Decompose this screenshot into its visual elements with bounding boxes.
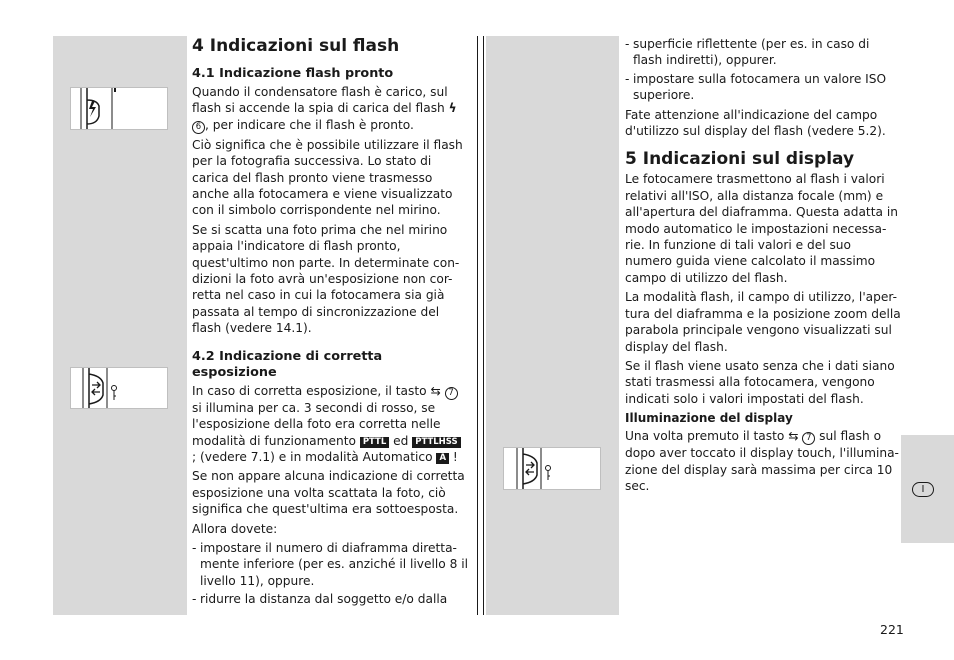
toggle-arrows-icon: ⇆ [430,383,441,398]
section-4-1-title: 4.1 Indicazione flash pronto [192,66,394,81]
section-4-2-paragraph-3: Allora dovete: [192,521,278,536]
text-span: Una volta premuto il tasto [625,429,785,444]
text-span: ! [452,449,458,464]
text-span: In caso di corretta esposizione, il tasto [192,383,427,398]
continued-list [625,36,901,104]
flash-bolt-icon: ϟ [448,101,457,116]
section-4-1-paragraph-2: Ciò significa che è possibile utilizzare il flash per la fotografia successiva. Lo stato di carica del flash pronto viene trasmesso anche alla fotocamera e viene visualizzato con il simbolo corrispondente nel mirino. [192,137,463,218]
exposure-ok-illustration [70,367,168,409]
section-5-paragraph-1: Le fotocamere trasmettono al flash i valori relativi all'ISO, alla distanza focale (mm) e all'apertura del diaframma. Questa adatta in modo automatico le impostazioni necessa-rie. In funzione di tali valori e del suo numero guida viene calcolato il massimo campo di utilizzo del flash. [625,172,898,285]
flash-ready-illustration [70,87,168,130]
left-text-column [192,36,468,611]
display-key-icon [504,448,600,489]
text-span: ; (vedere 7.1) e in modalità Automatico [192,449,433,464]
language-tab-label: I [912,482,934,497]
column-divider-left [477,36,478,615]
text-span: Quando il condensatore flash è carico, sul flash si accende la spia di carica del flash [192,85,448,116]
section-4-2-paragraph-2: Se non appare alcuna indicazione di corretta esposizione una volta scattata la foto, ciò significa che quest'ultima era sottoesposta. [192,469,465,517]
section-4-title: 4 Indicazioni sul flash [192,36,400,56]
list-item: - ridurre la distanza dal soggetto e/o dalla [192,591,468,607]
flash-ready-icon [71,88,167,129]
toggle-arrows-icon: ⇆ [788,429,799,444]
display-lighting-title: Illuminazione del display [625,411,793,426]
section-4-1-paragraph-1 [192,84,468,134]
ref-number-6: 6 [192,121,205,134]
ref-number-7: 7 [802,432,815,445]
section-5-paragraph-2: La modalità flash, il campo di utilizzo, l'aper-tura del diaframma e la posizione zoom della parabola principale vengono visualizzati sul display del flash. [625,290,901,354]
list-item: - impostare sulla fotocamera un valore ISO superiore. [625,71,901,104]
text-span: ed [393,433,409,448]
list-item: - impostare il numero di diaframma diretta-mente inferiore (per es. anziché il livello 8 il livello 11), oppure. [192,540,468,589]
display-lighting-paragraph [625,428,901,494]
ref-number-7: 7 [445,387,458,400]
right-margin-panel [486,36,619,615]
list-item: - superficie riflettente (per es. in caso di flash indiretti), oppurer. [625,36,901,69]
mode-badge-pttl: PTTL [360,437,389,448]
display-light-illustration [503,447,601,490]
text-span: sul flash o dopo aver toccato il display touch, l'illumina-zione del display sarà massima per circa 10 sec. [625,429,899,493]
section-4-2-paragraph-1 [192,383,468,466]
section-4-1-paragraph-3: Se si scatta una foto prima che nel mirino appaia l'indicatore di flash pronto, quest'ultimo non parte. In determinate con-dizioni la foto avrà un'esposizione non cor-retta nel caso in cui la fotocamera sia già passata al tempo di sincronizzazione del flash (vedere 14.1). [192,222,460,336]
text-span: , per indicare che il flash è pronto. [205,117,414,132]
section-5-title: 5 Indicazioni sul display [625,149,855,170]
continued-paragraph: Fate attenzione all'indicazione del campo d'utilizzo sul display del flash (vedere 5.2). [625,107,886,139]
mode-badge-pttlhss: PTTLHSS [412,437,460,448]
page-number: 221 [880,622,904,637]
section-4-2-title: 4.2 Indicazione di corretta esposizione [192,348,383,380]
mode-badge-auto: A [436,453,449,464]
section-5-paragraph-3: Se il flash viene usato senza che i dati siano stati trasmessi alla fotocamera, vengono indicati solo i valori impostati del flash. [625,358,895,406]
right-text-column [625,36,901,497]
section-4-2-list [192,540,468,608]
column-divider-right [483,36,484,615]
exposure-key-icon [71,368,167,408]
text-span: si illumina per ca. 3 secondi di rosso, se l'esposizione della foto era corretta nelle modalità di funzionamento [192,400,441,448]
